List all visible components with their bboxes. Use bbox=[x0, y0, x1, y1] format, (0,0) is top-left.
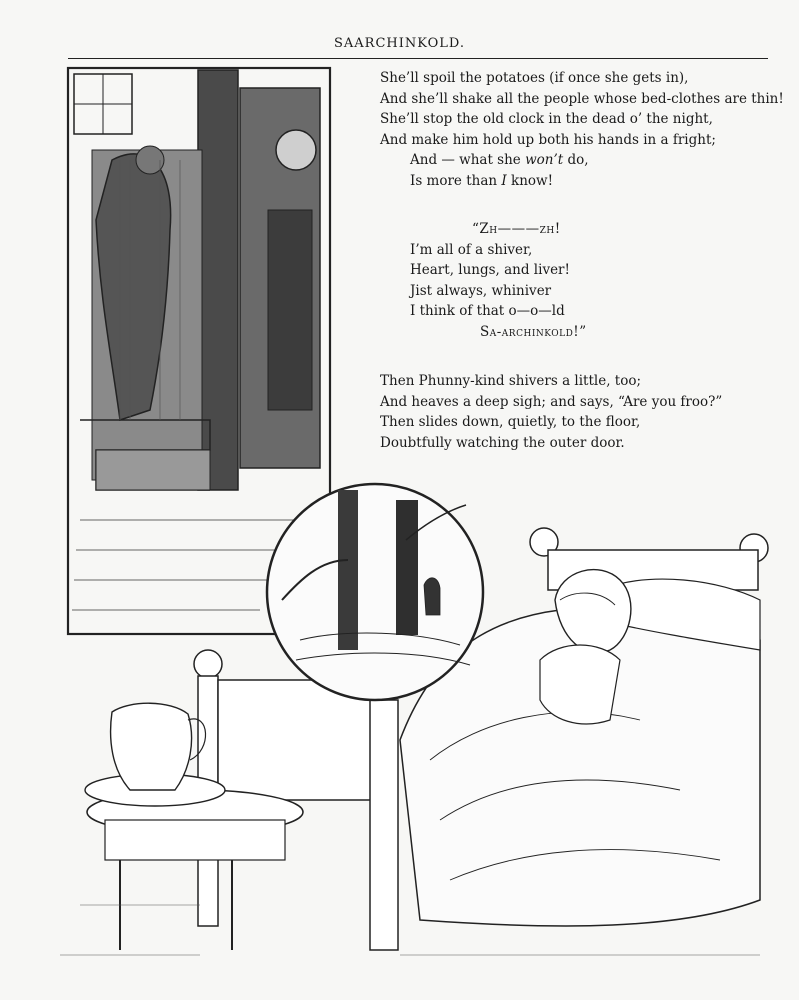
verse-line: Sa-archinkold!” bbox=[480, 323, 587, 340]
verse-line: Is more than I know! bbox=[410, 172, 553, 189]
verse-line: Heart, lungs, and liver! bbox=[410, 262, 570, 279]
verse-line: Doubtfully watching the outer door. bbox=[380, 434, 625, 451]
running-title: SAARCHINKOLD. bbox=[333, 36, 465, 51]
stanza-1 bbox=[380, 68, 784, 192]
verse-line: And make him hold up both his hands in a fright; bbox=[380, 131, 716, 148]
verse-line: She’ll spoil the potatoes (if once she gets in), bbox=[380, 70, 689, 86]
verse-line: She’ll stop the old clock in the dead o’ the night, bbox=[380, 111, 713, 128]
verse-line: “Zh———zh! bbox=[472, 221, 561, 237]
verse-line: Then Phunny-kind shivers a little, too; bbox=[380, 373, 642, 389]
verse-line: Then slides down, quietly, to the floor, bbox=[380, 414, 641, 431]
verse-line: Jist always, whiniver bbox=[410, 282, 552, 299]
verse-line: I’m all of a shiver, bbox=[410, 241, 533, 258]
verse-line: And she’ll shake all the people whose bed-clothes are thin! bbox=[380, 90, 784, 107]
forest-vignette-illustration bbox=[267, 484, 483, 700]
verse-line: And — what she won’t do, bbox=[410, 152, 589, 169]
verse-line: And heaves a deep sigh; and says, “Are you froo?” bbox=[380, 393, 723, 410]
stanza-3 bbox=[380, 371, 722, 453]
verse-line: I think of that o—o—ld bbox=[410, 303, 565, 320]
stanza-2 bbox=[380, 219, 587, 343]
